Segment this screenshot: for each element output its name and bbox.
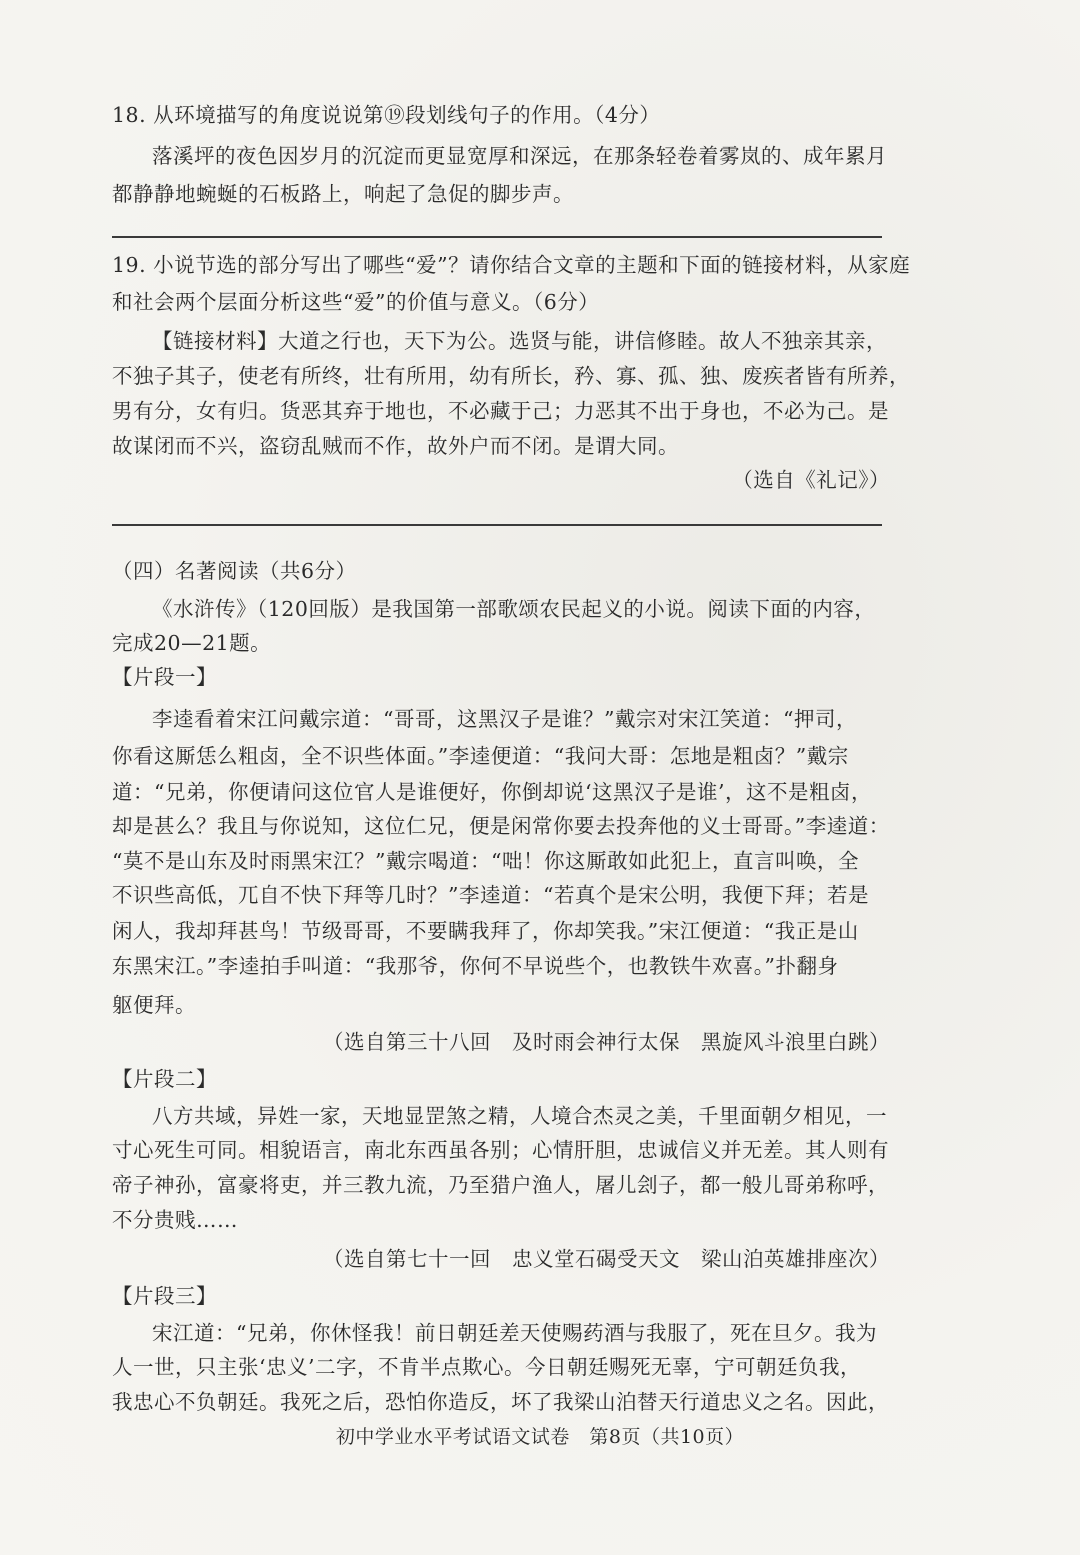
excerpt-line: 李逵看着宋江问戴宗道：“哥哥，这黑汉子是谁？”戴宗对宋江笑道：“押司， (152, 707, 857, 731)
excerpt-line: 不分贵贱…… (112, 1208, 238, 1232)
section-intro: 《水浒传》（120回版）是我国第一部歌颂农民起义的小说。阅读下面的内容， (152, 597, 876, 621)
excerpt-line: 闲人，我却拜甚鸟！节级哥哥，不要瞒我拜了，你却笑我。”宋江便道：“我正是山 (112, 919, 859, 943)
excerpt-line: 人一世，只主张‘忠义’二字，不肯半点欺心。今日朝廷赐死无辜，宁可朝廷负我， (112, 1355, 862, 1379)
excerpt-line: 却是甚么？我且与你说知，这位仁兄，便是闲常你要去投奔他的义士哥哥。”李逵道： (112, 814, 890, 838)
excerpt-line: 我忠心不负朝廷。我死之后，恐怕你造反，坏了我梁山泊替天行道忠义之名。因此， (112, 1390, 889, 1414)
link-material-line: 【链接材料】大道之行也，天下为公。选贤与能，讲信修睦。故人不独亲其亲， (152, 329, 887, 353)
link-material-line: 男有分，女有归。货恶其弃于地也，不必藏于己；力恶其不出于身也，不必为己。是 (112, 399, 889, 423)
excerpt-line: 宋江道：“兄弟，你休怪我！前日朝廷差天使赐药酒与我服了，死在旦夕。我为 (152, 1321, 877, 1345)
excerpt-line: 你看这厮恁么粗卤，全不识些体面。”李逵便道：“我问大哥：怎地是粗卤？”戴宗 (112, 744, 849, 768)
excerpt-label: 【片段二】 (112, 1067, 217, 1091)
q19-question: 19. 小说节选的部分写出了哪些“爱”？请你结合文章的主题和下面的链接材料，从家庭 (112, 253, 911, 277)
excerpt-label: 【片段一】 (112, 665, 217, 689)
excerpt-line: 东黑宋江。”李逵拍手叫道：“我那爷，你何不早说些个，也教铁牛欢喜。”扑翻身 (112, 954, 839, 978)
answer-rule (112, 236, 882, 238)
excerpt-source: （选自第七十一回 忠义堂石碣受天文 梁山泊英雄排座次） (323, 1247, 890, 1271)
answer-rule (112, 524, 882, 526)
excerpt-line: “莫不是山东及时雨黑宋江？”戴宗喝道：“咄！你这厮敢如此犯上，直言叫唤，全 (112, 849, 859, 873)
excerpt-line: 道：“兄弟，你便请问这位官人是谁便好，你倒却说‘这黑汉子是谁’，这不是粗卤， (112, 780, 873, 804)
material-source: （选自《礼记》） (732, 468, 890, 492)
excerpt-label: 【片段三】 (112, 1284, 217, 1308)
excerpt-line: 帝子神孙，富豪将吏，并三教九流，乃至猎户渔人，屠儿刽子，都一般儿哥弟称呼， (112, 1173, 889, 1197)
link-material-line: 不独子其子，使老有所终，壮有所用，幼有所长，矜、寡、孤、独、废疾者皆有所养， (112, 364, 910, 388)
q18-question: 18. 从环境描写的角度说说第⑲段划线句子的作用。（4分） (112, 103, 661, 127)
link-material-line: 故谋闭而不兴，盗窃乱贼而不作，故外户而不闭。是谓大同。 (112, 434, 679, 458)
excerpt-line: 躯便拜。 (112, 993, 196, 1017)
section-intro: 完成20—21题。 (112, 631, 272, 655)
section-heading: （四）名著阅读（共6分） (112, 559, 357, 583)
page-footer: 初中学业水平考试语文试卷 第8页（共10页） (335, 1426, 745, 1448)
excerpt-line: 不识些高低，兀自不快下拜等几时？”李逵道：“若真个是宋公明，我便下拜；若是 (112, 883, 869, 907)
excerpt-line: 寸心死生可同。相貌语言，南北东西虽各别；心情肝胆，忠诚信义并无差。其人则有 (112, 1138, 889, 1162)
q19-question: 和社会两个层面分析这些“爱”的价值与意义。（6分） (112, 290, 600, 314)
excerpt-line: 八方共域，异姓一家，天地显罡煞之精，人境合杰灵之美，千里面朝夕相见，一 (152, 1104, 887, 1128)
q18-passage-line: 落溪坪的夜色因岁月的沉淀而更显宽厚和深远，在那条轻卷着雾岚的、成年累月 (152, 144, 887, 168)
q18-passage-line: 都静静地蜿蜒的石板路上，响起了急促的脚步声。 (112, 182, 574, 206)
excerpt-source: （选自第三十八回 及时雨会神行太保 黑旋风斗浪里白跳） (323, 1030, 890, 1054)
